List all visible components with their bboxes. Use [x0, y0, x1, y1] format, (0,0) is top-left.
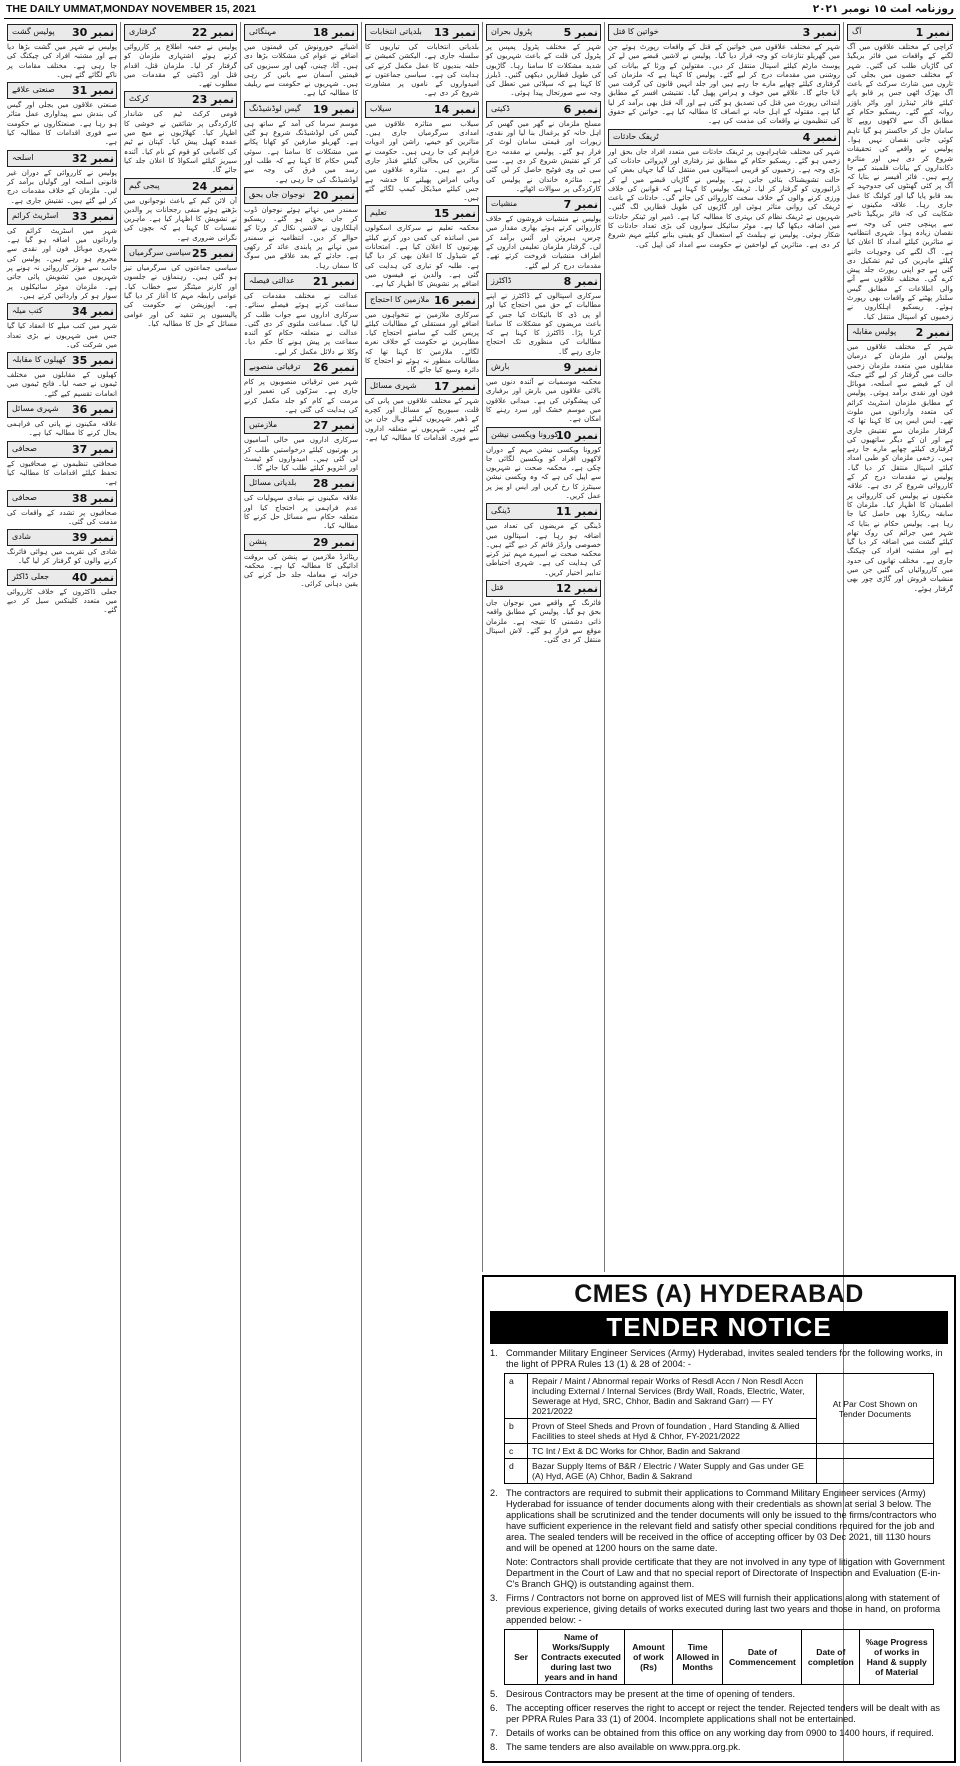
news-item-title: پٹرول بحران [491, 27, 533, 36]
news-item-text: صحافیوں پر تشدد کے واقعات کی مذمت کی گئی۔ [7, 508, 117, 526]
news-item [244, 534, 358, 590]
news-item-header [486, 580, 601, 597]
proforma-header: Date of Commencement [723, 1630, 802, 1685]
news-item-text: شہر میں ترقیاتی منصوبوں پر کام جاری ہے۔ سڑکوں کی تعمیر اور مرمت کے کام کو جلد مکمل کرنے کی ہدایت کی گئی ہے۔ [244, 378, 358, 414]
news-item-text: شہر کے مختلف علاقوں میں پانی کی قلت، سیوریج کے مسائل اور کچرے کے ڈھیر شہریوں کیلئے وبال جان بن گئے ہیں۔ شہریوں نے متعلقہ اداروں سے فوری اقدامات کا مطالبہ کیا ہے۔ [365, 396, 479, 442]
news-item-title: گرفتاری [129, 27, 157, 36]
work-cost: At Par Cost Shown on Tender Documents [817, 1374, 934, 1444]
news-item-title: سیلاب [370, 103, 392, 113]
news-item-text: شہر کے مختلف علاقوں میں خواتین کے قتل کے واقعات رپورٹ ہوئے جن میں گھریلو تنازعات کو وجہ قرار دیا گیا۔ پولیس نے لاشیں قبضے میں لے کر پوسٹ مارٹم کیلئے اسپتال منتقل کر دیں۔ مقتولین کے ورثا کے بیانات کی روشنی میں مقدمات درج کر لیے گئے۔ پولیس کا کہنا ہے کہ ملزمان کی گرفتاری کیلئے چھاپے مارے جا رہے ہیں اور جلد انہیں قانون کی گرفت میں لایا جائے گا۔ علاقے میں خوف و ہراس پھیل گیا۔ تفتیشی افسر کے مطابق ابتدائی رپورٹ میں قتل کی تصدیق ہو گئی ہے اور آلہ قتل بھی برآمد کر لیا گیا ہے۔ مقتولہ کے اہل خانہ نے انصاف کا مطالبہ کیا ہے۔ خواتین کے حقوق کی تنظیموں نے واقعات کی مذمت کی ہے۔ [608, 43, 840, 126]
news-item [847, 24, 953, 322]
work-desc: Provn of Steel Sheds and Provn of foundation , Hard Standing & Allied Facilities to steel sheds at Hyd & Chhor, FY-2021/2022 [528, 1419, 817, 1444]
news-item-header [486, 196, 601, 213]
column-2 [604, 22, 843, 1272]
tender-para-3: Firms / Contractors not borne on approved list of MES will furnish their applications along with statement of previous experience, giving details of works executed during last two years and those in hand, on proforma appended below: - [506, 1593, 941, 1625]
news-item-text: کراچی کے مختلف علاقوں میں آگ لگنے کے واقعات میں فائر بریگیڈ کی گاڑیاں طلب کی گئیں۔ شہر کے مختلف حصوں میں بجلی کی تاروں میں شارٹ سرکٹ کے باعث آگ بھڑک اٹھی جس پر قابو پانے کیلئے فائر ٹینڈرز اور واٹر باؤزر روانہ کیے گئے۔ ریسکیو حکام کے مطابق آگ سے لاکھوں روپے کا سامان جل کر خاکستر ہو گیا تاہم کوئی جانی نقصان نہیں ہوا۔ پولیس نے واقعے کی تحقیقات شروع کر دی ہیں اور متاثرہ دکانداروں کے بیانات قلمبند کیے جا رہے ہیں۔ فائر آفیسر نے بتایا کہ آگ پر کئی گھنٹوں کی جدوجہد کے بعد قابو پایا گیا اور کولنگ کا عمل جاری رہا۔ علاقہ مکینوں نے شکایت کی کہ فائر بریگیڈ تاخیر سے پہنچی جس کی وجہ سے نقصان زیادہ ہوا۔ شہری انتظامیہ نے متاثرین کیلئے امداد کا اعلان کیا ہے۔ آگ لگنے کی وجوہات جاننے کیلئے ماہرین کی ٹیم تشکیل دی گئی ہے جو اپنی رپورٹ جلد پیش کرے گی۔ مختلف علاقوں سے آنے والی اطلاعات کے مطابق گیس سلنڈر پھٹنے کے واقعات بھی رپورٹ ہوئے۔ ریسکیو اہلکاروں نے زخمیوں کو اسپتال منتقل کیا۔ [847, 43, 953, 321]
news-item-title: مہنگائی [249, 27, 277, 36]
tender-para-6: The accepting officer reserves the right to accept or reject the tender. Rejected tenders will be dealt with as per PPRA Rules Para 33 (1) of 2004. Incomplete applications shall not be entertained. [506, 1703, 940, 1724]
proforma-header: Name of Works/Supply Contracts executed during last two years and in hand [538, 1630, 625, 1685]
news-item-title: پبجی گیم [129, 180, 160, 190]
news-item-number: نمبر 6 [563, 102, 598, 116]
news-item-header [365, 24, 479, 41]
work-desc: Bazar Supply Items of B&R / Electric / Water Supply and Gas under GE (A) Hyd, AGE (A) Chhor, Badin & Sakrand [528, 1459, 817, 1484]
news-item-number: نمبر 13 [434, 26, 476, 39]
news-item-text: فائرنگ کے واقعے میں نوجوان جاں بحق ہو گیا۔ پولیس کے مطابق واقعہ ذاتی دشمنی کا نتیجہ ہے۔ ملزمان موقع سے فرار ہو گئے۔ لاش اسپتال منتقل کر دی گئی۔ [486, 599, 601, 645]
news-item [608, 129, 840, 250]
news-item-title: صحافی [12, 443, 37, 453]
news-item-title: سیاسی سرگرمیاں [129, 248, 191, 258]
news-item-number: نمبر 40 [72, 570, 114, 584]
news-item-text: علاقہ مکینوں نے پانی کی فراہمی بحال کرنے کا مطالبہ کیا ہے۔ [7, 420, 117, 438]
news-item-title: گیس لوڈشیڈنگ [249, 103, 301, 113]
proforma-header: Amount of work (Rs) [625, 1630, 673, 1685]
news-item-text: شہر میں اسٹریٹ کرائم کی وارداتوں میں اضافہ ہو گیا ہے۔ شہری موبائل فون اور نقدی سے محروم ہو رہے ہیں۔ پولیس کی جانب سے مؤثر کارروائی نہ ہونے پر شہریوں میں تشویش پائی جاتی ہے۔ ملزمان موٹر سائیکلوں پر سوار ہو کر وارداتیں کرتے ہیں۔ [7, 226, 117, 300]
news-item-text: ریٹائرڈ ملازمین نے پنشن کی بروقت ادائیگی کا مطالبہ کیا ہے۔ محکمہ خزانہ نے معاملہ جلد حل کرنے کی یقین دہانی کرائی۔ [244, 552, 358, 589]
proforma-header: Time Allowed in Months [672, 1630, 722, 1685]
news-item-number: نمبر 32 [72, 151, 114, 165]
news-item-text: جعلی ڈاکٹروں کے خلاف کارروائی میں متعدد کلینکس سیل کر دیے گئے۔ [7, 587, 117, 615]
news-item-title: ملازمتیں [249, 420, 278, 430]
news-item [244, 24, 358, 99]
column-7 [4, 22, 120, 1762]
news-item-header [365, 101, 479, 118]
news-item-number: نمبر 16 [434, 293, 476, 307]
news-item-header [486, 273, 601, 290]
news-item-header [124, 245, 237, 262]
news-item [847, 324, 953, 594]
news-item-title: بلدیاتی انتخابات [370, 27, 422, 36]
work-ser: b [505, 1419, 528, 1444]
news-item-header [7, 401, 117, 418]
news-item [365, 378, 479, 443]
works-table [504, 1373, 934, 1484]
news-item-number: نمبر 3 [802, 26, 837, 39]
news-item-text: سرکاری اسپتالوں کے ڈاکٹرز نے اپنے مطالبات کے حق میں احتجاج کیا اور او پی ڈی کا بائیکاٹ کیا جس کے باعث مریضوں کو مشکلات کا سامنا کرنا پڑا۔ ڈاکٹرز کا کہنا ہے کہ مطالبات کی منظوری تک احتجاج جاری رہے گا۔ [486, 291, 601, 356]
news-item-title: عدالتی فیصلہ [249, 275, 295, 285]
news-item-text: شہر کی مختلف شاہراہوں پر ٹریفک حادثات میں متعدد افراد جاں بحق اور زخمی ہو گئے۔ ریسکیو حکام کے مطابق تیز رفتاری اور لاپروائی حادثات کی بڑی وجہ ہے۔ زخمیوں کو قریبی اسپتالوں میں منتقل کیا گیا جہاں بعض کی حالت تشویشناک بتائی جاتی ہے۔ پولیس نے گاڑیاں قبضے میں لے کر ڈرائیوروں کو گرفتار کر لیا۔ ٹریفک پولیس کا کہنا ہے کہ قوانین کی خلاف ورزی کرنے والوں کے خلاف سخت کارروائی کی جائے گی۔ حادثات کے باعث ٹریفک کی روانی متاثر ہوئی اور گاڑیوں کی طویل قطاریں لگ گئیں۔ شہریوں نے ٹریفک نظام کی بہتری کا مطالبہ کیا ہے۔ ڈمپر اور ٹینکر حادثات میں اضافہ دیکھا گیا ہے۔ موٹر سائیکل سواروں کی بڑی تعداد حادثات کا شکار ہوئی۔ پولیس نے ہیلمٹ کے استعمال کو یقینی بنانے کیلئے مہم شروع کر دی ہے۔ متاثرین کے لواحقین نے حکومت سے امداد کی اپیل کی۔ [608, 147, 840, 249]
news-item-text: شادی کی تقریب میں ہوائی فائرنگ کرنے والوں کو گرفتار کر لیا گیا۔ [7, 548, 117, 566]
news-item-title: صحافی [12, 492, 37, 502]
news-item [244, 187, 358, 271]
news-item-number: نمبر 30 [72, 26, 114, 39]
masthead-english: THE DAILY UMMAT,MONDAY NOVEMBER 15, 2021 [6, 3, 257, 15]
news-item [124, 178, 237, 243]
news-item-header [244, 101, 358, 118]
news-item-number: نمبر 22 [192, 26, 234, 39]
news-item-header [486, 359, 601, 376]
news-item-text: محکمہ تعلیم نے سرکاری اسکولوں میں اساتذہ کی کمی دور کرنے کیلئے بھرتیوں کا اعلان کیا ہے۔ امتحانات کے شیڈول کا اعلان بھی کر دیا گیا ہے۔ طلبہ کو تیاری کی ہدایت کی گئی ہے۔ والدین نے فیسوں میں اضافے پر تشویش کا اظہار کیا ہے۔ [365, 224, 479, 289]
news-item [7, 208, 117, 301]
news-item-text: سیلاب سے متاثرہ علاقوں میں امدادی سرگرمیاں جاری ہیں۔ متاثرین کو خیمے، راشن اور ادویات فراہم کی جا رہی ہیں۔ حکومت نے متاثرین کی بحالی کیلئے فنڈز جاری کر دیے ہیں۔ متاثرہ علاقوں میں وبائی امراض پھیلنے کا خدشہ ہے جس کیلئے میڈیکل کیمپ لگائے گئے ہیں۔ [365, 119, 479, 203]
work-desc: Repair / Maint / Abnormal repair Works of Resdl Accn / Non Resdl Accn including External / Internal Services (Brdy Wall, Roads, Electric, Water, Sewerage at Hyd, SRC, Chhor, Badin and Sakrand Garr) — FY 2021/2022 [528, 1374, 817, 1419]
news-item-header [7, 490, 117, 507]
proforma-table [504, 1629, 934, 1685]
news-item-number: نمبر 26 [313, 361, 355, 375]
news-item-text: موسم سرما کی آمد کے ساتھ ہی گیس کی لوڈشیڈنگ شروع ہو گئی ہے۔ گھریلو صارفین کو کھانا پکانے میں مشکلات کا سامنا ہے۔ سوئی گیس حکام کا کہنا ہے کہ طلب اور رسد میں فرق کی وجہ سے لوڈشیڈنگ کی جا رہی ہے۔ [244, 119, 358, 184]
news-item-number: نمبر 35 [72, 354, 114, 368]
news-item-number: نمبر 1 [915, 26, 950, 39]
news-item-header [244, 417, 358, 434]
news-item-title: ڈاکٹرز [491, 275, 512, 285]
news-item-number: نمبر 19 [313, 102, 355, 116]
news-item-text: صحافتی تنظیموں نے صحافیوں کے تحفظ کیلئے اقدامات کا مطالبہ کیا ہے۔ [7, 459, 117, 487]
news-item [7, 352, 117, 399]
news-item-number: نمبر 8 [563, 274, 598, 288]
news-item-header [7, 150, 117, 167]
news-item-header [244, 475, 358, 492]
news-item-title: اسٹریٹ کرائم [12, 210, 59, 220]
news-item [244, 101, 358, 185]
news-item [486, 101, 601, 194]
news-item-title: کرکٹ [129, 94, 149, 104]
news-item-title: شہری مسائل [370, 380, 417, 390]
news-item [7, 569, 117, 616]
news-item-title: منشیات [491, 199, 518, 209]
news-item-header [7, 529, 117, 546]
tender-para-7: Details of works can be obtained from this office on any working day from 0900 to 1400 hours, if required. [506, 1728, 934, 1738]
news-item-text: ڈینگی کے مریضوں کی تعداد میں اضافہ ہو رہا ہے۔ اسپتالوں میں خصوصی وارڈز قائم کر دیے گئے ہیں۔ محکمہ صحت نے اسپرے مہم تیز کرنے کی ہدایت کی ہے۔ شہری احتیاطی تدابیر اختیار کریں۔ [486, 522, 601, 577]
news-item [365, 292, 479, 376]
news-item-number: نمبر 4 [802, 130, 837, 144]
news-item [365, 101, 479, 204]
news-item-number: نمبر 24 [192, 179, 234, 193]
news-item-title: ترقیاتی منصوبے [249, 362, 301, 372]
news-item-header [847, 24, 953, 41]
news-item [486, 196, 601, 271]
news-item [486, 503, 601, 578]
news-item-header [486, 101, 601, 118]
news-item-text: سیاسی جماعتوں کی سرگرمیاں تیز ہو گئی ہیں۔ رہنماؤں نے جلسوں اور کارنر میٹنگز سے خطاب کیا۔ عوامی رابطہ مہم کا آغاز کر دیا گیا ہے۔ اپوزیشن نے حکومت کی پالیسیوں پر تنقید کی اور عوامی مسائل کے حل کا مطالبہ کیا۔ [124, 264, 237, 328]
news-item-text: شہر کے مختلف علاقوں میں پولیس اور ملزمان کے درمیان مقابلوں میں متعدد ملزمان زخمی حالت میں گرفتار کر لیے گئے جبکہ ان کے قبضے سے اسلحہ، موبائل فون اور نقدی برآمد ہوئی۔ پولیس کے مطابق ملزمان اسٹریٹ کرائم کی متعدد وارداتوں میں ملوث تھے۔ ایس ایس پی کا کہنا تھا کہ گرفتار ملزمان سے تفتیش جاری ہے اور ان کے دیگر ساتھیوں کی گرفتاری کیلئے چھاپے مارے جا رہے ہیں۔ زخمی ملزمان کو طبی امداد کیلئے اسپتال منتقل کر دیا گیا۔ پولیس نے مقدمات درج کر کے کارروائی شروع کر دی ہے۔ علاقہ مکینوں نے پولیس کی کارروائی پر اطمینان کا اظہار کیا۔ ملزمان کا سابقہ ریکارڈ بھی حاصل کیا جا رہا ہے۔ پولیس حکام نے بتایا کہ شہر میں جرائم کی روک تھام کیلئے گشت میں اضافہ کر دیا گیا ہے اور مشتبہ افراد کی چیکنگ جاری ہے۔ مختلف تھانوں کی حدود میں کارروائیاں کی گئیں جن میں منشیات فروش اور گاڑی چور بھی گرفتار ہوئے۔ [847, 342, 953, 593]
news-item [7, 24, 117, 80]
news-item-number: نمبر 25 [192, 247, 234, 261]
news-item-title: خواتین کا قتل [613, 27, 659, 36]
news-item-number: نمبر 9 [563, 361, 598, 375]
news-item-number: نمبر 23 [192, 93, 234, 107]
news-item [486, 24, 601, 99]
news-item-number: نمبر 37 [72, 442, 114, 456]
masthead-urdu: روزنامہ امت ۱۵ نومبر ۲۰۲۱ [812, 3, 954, 15]
news-item [244, 475, 358, 531]
news-item [365, 205, 479, 289]
news-item [124, 245, 237, 329]
news-item-header [365, 205, 479, 222]
news-item-title: قتل [491, 583, 504, 593]
news-item-title: پنشن [249, 536, 267, 546]
tender-para-8: The same tenders are also available on www.ppra.org.pk. [506, 1742, 741, 1752]
news-item-text: پولیس نے کارروائی کے دوران غیر قانونی اسلحہ اور گولیاں برآمد کر لیں۔ ملزمان کے خلاف مقدمات درج کر لیے گئے ہیں۔ تفتیش جاری ہے۔ [7, 168, 117, 205]
news-item-header [7, 441, 117, 458]
news-item-number: نمبر 2 [915, 325, 950, 339]
news-item-header [244, 187, 358, 204]
news-item [486, 427, 601, 502]
news-item-header [365, 378, 479, 395]
news-item-text: محکمہ موسمیات نے آئندہ دنوں میں بالائی علاقوں میں بارش اور برفباری کی پیشگوئی کی ہے۔ میدانی علاقوں میں موسم خشک اور سرد رہنے کا امکان ہے۔ [486, 378, 601, 424]
news-item-number: نمبر 7 [563, 198, 598, 212]
news-item-text: کورونا ویکسی نیشن مہم کے دوران لاکھوں افراد کو ویکسین لگائی جا چکی ہے۔ محکمہ صحت نے شہریوں سے اپیل کی ہے کہ وہ ویکسی نیشن سینٹرز کا رخ کریں اور ایس او پیز پر عمل کریں۔ [486, 445, 601, 500]
news-item-text: پولیس نے منشیات فروشوں کے خلاف کارروائی کرتے ہوئے بھاری مقدار میں چرس، ہیروئن اور آئس برآمد کر لی۔ گرفتار ملزمان تعلیمی اداروں کے اطراف منشیات فروخت کرتے تھے۔ مقدمات درج کر لیے گئے۔ [486, 215, 601, 270]
news-item-header [244, 534, 358, 551]
tender-banner: TENDER NOTICE [490, 1311, 948, 1344]
masthead [4, 2, 956, 19]
news-item [244, 273, 358, 357]
work-ser: c [505, 1444, 528, 1459]
news-item-number: نمبر 21 [313, 274, 355, 288]
news-item-title: اسلحہ [12, 152, 34, 162]
tender-note: Note: Contractors shall provide certificate that they are not involved in any type of litigation with Government Department in the Court of Law and that no special report of Directorate of Inspection and Evaluation (E-in-C's Branch GHQ) is outstanding against them. [506, 1557, 945, 1589]
news-item-number: نمبر 17 [434, 379, 476, 393]
news-item-text: سرکاری ملازمین نے تنخواہوں میں اضافے اور مستقلی کے مطالبات کیلئے پریس کلب کے سامنے احتجاج کیا۔ مظاہرین نے حکومت کے خلاف نعرے لگائے۔ ملازمین کا کہنا تھا کہ مطالبات منظور نہ ہوئے تو احتجاج کا دائرہ وسیع کیا جائے گا۔ [365, 310, 479, 375]
proforma-header: Ser [505, 1630, 538, 1685]
news-item [244, 417, 358, 473]
news-item-header [486, 427, 601, 444]
news-item-title: آگ [852, 27, 862, 36]
news-item-title: بارش [491, 362, 510, 372]
news-item-header [608, 24, 840, 41]
news-item-text: سمندر میں نہاتے ہوئے نوجوان ڈوب کر جاں بحق ہو گئے۔ ریسکیو اہلکاروں نے لاشیں نکال کر ورثا کے حوالے کر دیں۔ انتظامیہ نے سمندر میں نہانے پر پابندی عائد کر رکھی ہے۔ حادثے کے بعد علاقے میں سوگ کا سماں رہا۔ [244, 205, 358, 270]
news-item-number: نمبر 28 [313, 477, 355, 491]
news-item-header [7, 82, 117, 99]
news-item-header [124, 24, 237, 41]
news-item-title: نوجوان جاں بحق [249, 189, 305, 199]
news-item-number: نمبر 31 [72, 84, 114, 98]
news-item-title: صنعتی علاقے [12, 85, 55, 95]
tender-para-2: The contractors are required to submit their applications to Command Military Engineer services (Army) Hyderabad for issuance of tender documents along with their credentials as shown at serial 3 below. The applications shall be scrutinized and the tender documents will only be issued to the firms/contractors who have sufficient experience in the relevant field and satisfy other special conditions required for the job and area. The sealed tenders will be received in the office of accepting officer by 03 Dec 2021, till 1130 hours and will be opened at 1200 hours on the same date. [506, 1488, 937, 1553]
work-ser: d [505, 1459, 528, 1484]
news-item-number: نمبر 11 [556, 505, 598, 519]
news-item-title: پولیس مقابلہ [852, 326, 897, 336]
news-item-title: ڈکیتی [491, 103, 510, 113]
news-item [486, 359, 601, 424]
news-item-number: نمبر 27 [313, 419, 355, 433]
tender-notice: CMES (A) HYDERABAD TENDER NOTICE 1. Commander Military Engineer Services (Army) Hyderabad, invites sealed tenders for the following works, in the light of PPRA Rules 13 (1) & 28 of 2004: - a Repair / Maint / Abnormal repair Works of Resdl Accn / Non Resdl Accn including External / Internal Services (Brdy Wall, Roads, Electric, Water, Sewerage at Hyd, SRC, Chhor, Badin and Sakrand Garr) — FY 2021/2022 At Par Cost Shown on Tender Documents b Provn of Steel Sheds and Provn of foundation , Hard Standing & Allied Facilities to steel sheds at Hyd & Chhor, FY-2021/2022 c TC Int / Ext & DC Works for Chhor, Badin and Sakrand d Bazar Supply Items of B&R / Electric / Water Supply and Gas under GE (A) Hyd, AGE (A) Chhor, Badin & Sakrand 2. The contractors are required to submit their applications to Command Military Engineer services (Army) Hyderabad for issuance of tender documents along with their credentials as shown at serial 3 below. The applications shall be scrutinized and the tender documents will only be issued to the firms/contractors who have sufficient experience in the relevant field and satisfy other special conditions required for the job and area. The sealed tenders will be received in the office of accepting officer by 03 Dec 2021, till 1130 hours and will be opened at 1200 hours on the same date. Note: Contractors shall provide certificate that they are not involved in any type of litigation with Government Department in the Court of Law and that no special report of Directorate of Inspection and Evaluation (E-in-C's Branch GHQ) is outstanding against them. 3. Firms / Contractors not borne on approved list of MES will furnish their applications along with statement of previous experience, giving details of works executed during last two years and those in hand, on proforma appended below: - Ser Name of Works/Supply Contracts executed during last two years and in hand Amount of work (Rs) Time Allowed in Months Date of Commencement Date of completion %age Progress of works in Hand & supply of Material 5. Desirous Contractors may be present at the time of opening of tenders. 6. The accepting officer reserves the right to accept or reject the tender. Rejected tenders will be dealt with as per PPRA Rules Para 33 (1) of 2004. Incomplete applications shall not be entertained. 7. Details of works can be obtained from this office on any working day from 0900 to 1400 hours, if required. 8. The same tenders are also available on www.ppra.org.pk. [482, 1275, 956, 1763]
news-item-number: نمبر 12 [556, 582, 598, 596]
news-item-text: آن لائن گیم کے باعث نوجوانوں میں بڑھتے ہوئے منفی رجحانات پر والدین نے تشویش کا اظہار کیا ہے۔ ماہرین نفسیات کا کہنا ہے کہ بچوں کی نگرانی ضروری ہے۔ [124, 196, 237, 242]
news-item [486, 273, 601, 357]
news-item [7, 490, 117, 528]
news-item-number: نمبر 18 [313, 26, 355, 39]
news-item [124, 91, 237, 175]
news-item-header [7, 352, 117, 369]
news-item-number: نمبر 5 [563, 26, 598, 39]
news-item [365, 24, 479, 99]
column-6 [120, 22, 240, 1762]
tender-para-5: Desirous Contractors may be present at the time of opening of tenders. [506, 1689, 796, 1699]
news-item-text: بلدیاتی انتخابات کی تیاریوں کا سلسلہ جاری ہے۔ الیکشن کمیشن نے حلقہ بندیوں کا عمل مکمل کرنے کی ہدایت کی ہے۔ سیاسی جماعتوں نے امیدواروں کے ناموں پر مشاورت شروع کر دی ہے۔ [365, 43, 479, 98]
news-item-header [124, 178, 237, 195]
news-item-header [244, 24, 358, 41]
news-item-text: کھیلوں کے مقابلوں میں مختلف ٹیموں نے حصہ لیا۔ فاتح ٹیموں میں انعامات تقسیم کیے گئے۔ [7, 371, 117, 398]
news-item-header [124, 91, 237, 108]
proforma-header: Date of completion [802, 1630, 860, 1685]
news-item-number: نمبر 14 [434, 102, 476, 116]
news-item-title: بلدیاتی مسائل [249, 478, 297, 488]
news-item [608, 24, 840, 127]
news-item [7, 82, 117, 147]
tender-para-1: Commander Military Engineer Services (Army) Hyderabad, invites sealed tenders for the following works, in the light of PPRA Rules 13 (1) & 28 of 2004: - [506, 1348, 943, 1369]
news-item-text: عدالت نے مختلف مقدمات کی سماعت کرتے ہوئے فیصلے سنائے۔ سرکاری اداروں سے جواب طلب کر لیا گیا۔ سماعت ملتوی کر دی گئی۔ عدالت نے متعلقہ حکام کو آئندہ سماعت پر پیش ہونے کا حکم دیا۔ وکلا نے دلائل مکمل کر لیے۔ [244, 291, 358, 356]
work-ser: a [505, 1374, 528, 1419]
news-item-number: نمبر 20 [313, 188, 355, 202]
news-item-header [244, 273, 358, 290]
news-item-text: پولیس نے خفیہ اطلاع پر کارروائی کرتے ہوئے اشتہاری ملزمان کو گرفتار کر لیا۔ ملزمان قتل، اقدام قتل اور ڈکیتی کے مقدمات میں مطلوب تھے۔ [124, 43, 237, 89]
news-item-title: کورونا ویکسی نیشن [491, 429, 559, 439]
news-item-number: نمبر 29 [313, 535, 355, 549]
tender-title: CMES (A) HYDERABAD [574, 1280, 864, 1308]
news-item-title: ٹریفک حادثات [613, 131, 659, 141]
news-item [7, 441, 117, 488]
news-item-number: نمبر 36 [72, 403, 114, 417]
news-item-text: علاقہ مکینوں نے بنیادی سہولیات کی عدم فراہمی پر احتجاج کیا اور متعلقہ حکام سے مسائل حل کرنے کا مطالبہ کیا۔ [244, 494, 358, 531]
news-item [486, 580, 601, 645]
news-item-title: جعلی ڈاکٹر [12, 571, 50, 581]
news-item-title: کتب میلہ [12, 306, 43, 316]
news-item-header [7, 569, 117, 586]
news-item [124, 24, 237, 89]
column-5 [240, 22, 361, 1762]
news-item [244, 359, 358, 415]
news-item-title: شہری مسائل [12, 404, 59, 414]
news-item-title: شادی [12, 532, 31, 542]
news-item-title: پولیس گشت [12, 27, 55, 36]
news-item-text: مسلح ملزمان نے گھر میں گھس کر اہل خانہ کو یرغمال بنا لیا اور نقدی، زیورات اور قیمتی سامان لوٹ کر فرار ہو گئے۔ پولیس نے مقدمہ درج کر کے تفتیش شروع کر دی ہے۔ سی سی ٹی وی فوٹیج حاصل کر لی گئی ہے۔ متاثرہ خاندان نے پولیس کی کارکردگی پر سوالات اٹھائے۔ [486, 119, 601, 193]
news-item-number: نمبر 34 [72, 305, 114, 319]
news-item-title: تعلیم [370, 208, 387, 218]
news-item-header [486, 24, 601, 41]
column-3 [482, 22, 604, 1272]
news-item-text: شہر کے مختلف پٹرول پمپس پر پٹرول کی قلت کے باعث شہریوں کو شدید مشکلات کا سامنا رہا۔ گاڑیوں کی طویل قطاریں دیکھی گئیں۔ ڈیلرز کا کہنا ہے کہ سپلائی میں تعطل کی وجہ سے صورتحال پیدا ہوئی۔ [486, 43, 601, 98]
news-item-header [608, 129, 840, 146]
news-item-header [7, 208, 117, 225]
news-item-number: نمبر 39 [72, 531, 114, 545]
news-item-title: ڈینگی [491, 506, 511, 516]
news-item-number: نمبر 10 [556, 428, 598, 442]
news-item-header [365, 292, 479, 309]
news-item-header [244, 359, 358, 376]
news-item-title: کھیلوں کا مقابلہ [12, 355, 67, 365]
news-item [7, 529, 117, 567]
news-item-header [847, 324, 953, 341]
news-item [7, 303, 117, 350]
news-item [7, 150, 117, 206]
news-item-text: سرکاری اداروں میں خالی آسامیوں پر بھرتیوں کیلئے درخواستیں طلب کر لی گئی ہیں۔ امیدواروں کو ٹیسٹ اور انٹرویو کیلئے طلب کیا جائے گا۔ [244, 436, 358, 473]
news-item-header [7, 24, 117, 41]
column-4 [361, 22, 482, 1762]
news-item-text: اشیائے خورونوش کی قیمتوں میں اضافے نے عوام کی مشکلات بڑھا دی ہیں۔ آٹا، چینی، گھی اور سبزیوں کی قیمتیں آسمان سے باتیں کر رہی ہیں۔ شہریوں نے حکومت سے ریلیف کا مطالبہ کیا ہے۔ [244, 43, 358, 98]
news-item-number: نمبر 33 [72, 209, 114, 223]
news-item-title: ملازمین کا احتجاج [370, 294, 430, 304]
news-item-number: نمبر 15 [434, 207, 476, 221]
news-item-text: صنعتی علاقوں میں بجلی اور گیس کی بندش سے پیداواری عمل متاثر ہو رہا ہے۔ صنعتکاروں نے حکومت سے فوری اقدامات کا مطالبہ کیا ہے۔ [7, 101, 117, 147]
proforma-header: %age Progress of works in Hand & supply of Material [860, 1630, 934, 1685]
news-item [7, 401, 117, 439]
news-item-text: شہر میں کتب میلے کا انعقاد کیا گیا جس میں شہریوں نے بڑی تعداد میں شرکت کی۔ [7, 322, 117, 349]
news-item-text: پولیس نے شہر میں گشت بڑھا دیا ہے اور مشتبہ افراد کی چیکنگ کی جا رہی ہے۔ مختلف مقامات پر ناکے لگائے گئے ہیں۔ [7, 43, 117, 79]
news-item-header [7, 303, 117, 320]
news-item-text: قومی کرکٹ ٹیم کی شاندار کارکردگی پر شائقین نے خوشی کا اظہار کیا۔ کھلاڑیوں نے میچ میں عمدہ کھیل پیش کیا۔ کپتان نے ٹیم کی کامیابی کو قوم کے نام کیا۔ آئندہ سیریز کیلئے اسکواڈ کا اعلان جلد کیا جائے گا۔ [124, 110, 237, 175]
news-item-number: نمبر 38 [72, 491, 114, 505]
news-item-header [486, 503, 601, 520]
work-desc: TC Int / Ext & DC Works for Chhor, Badin and Sakrand [528, 1444, 817, 1459]
